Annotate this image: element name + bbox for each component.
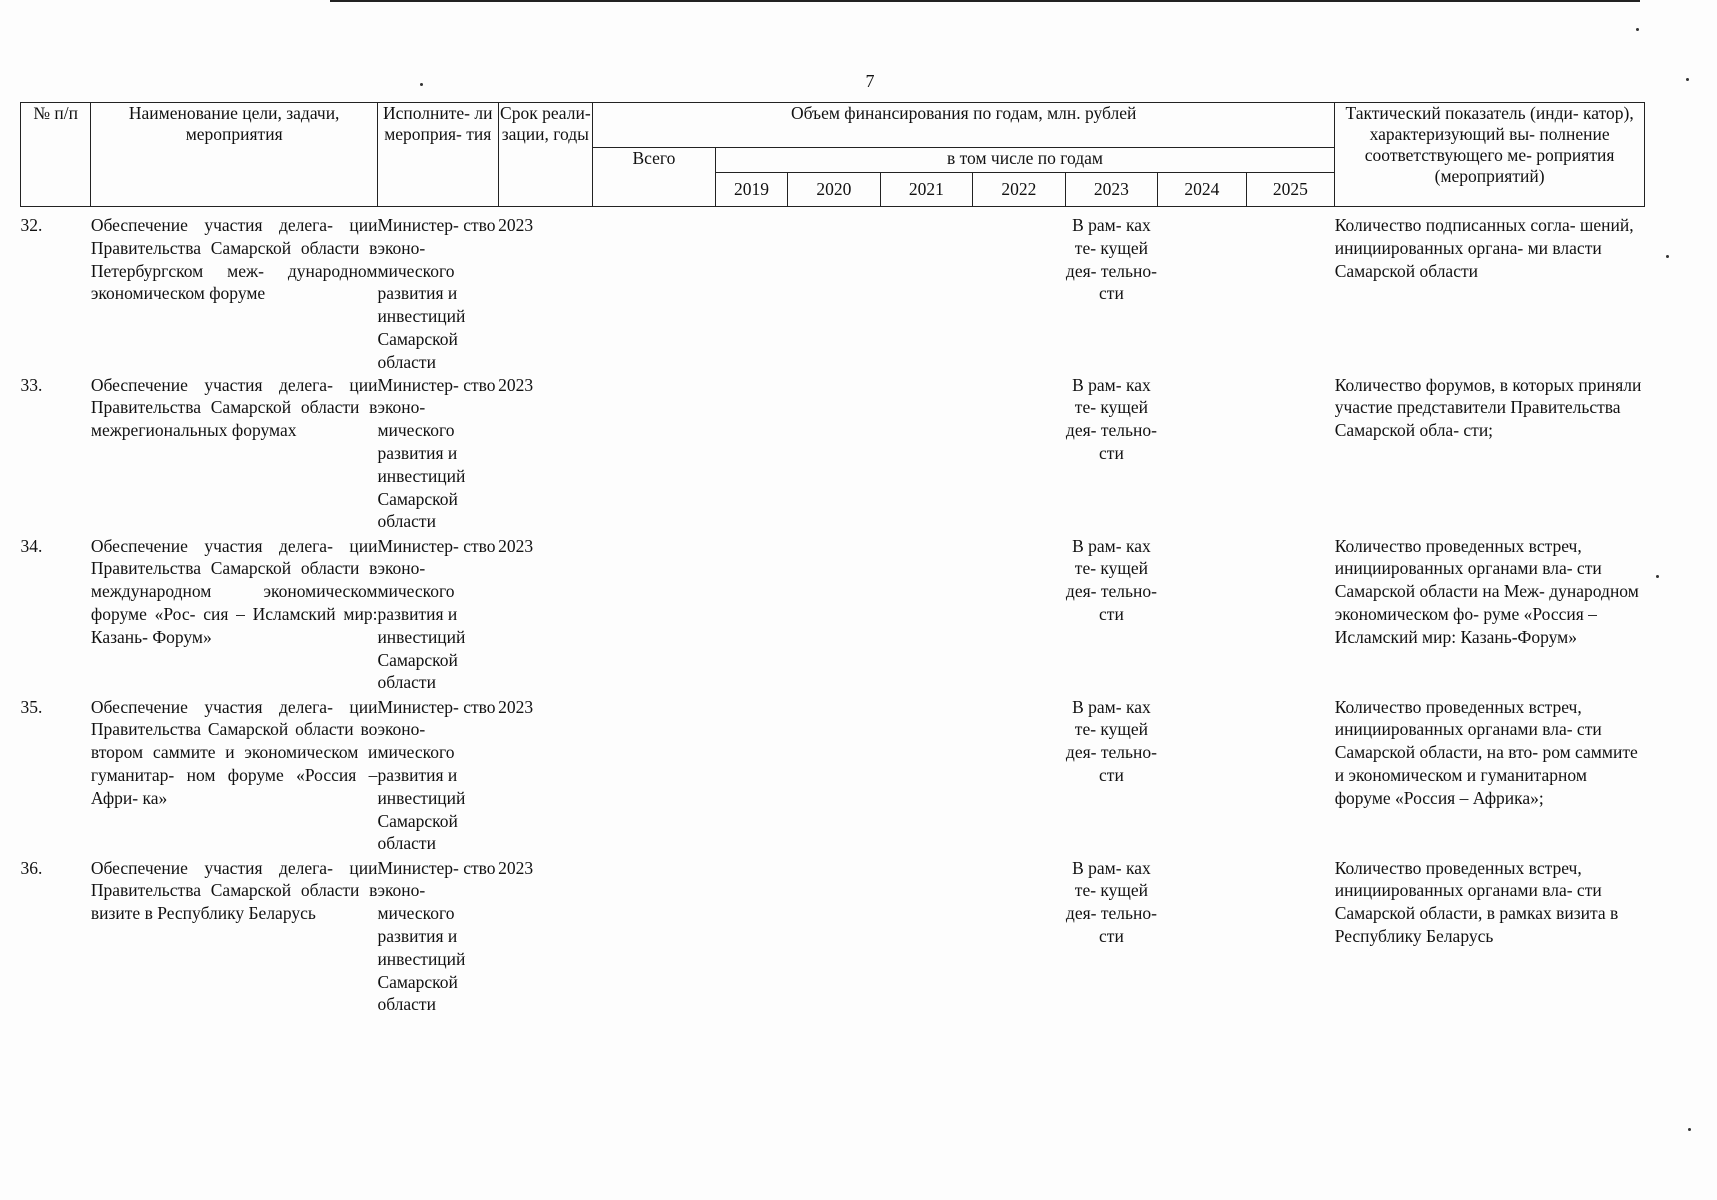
event-name: Обеспечение участия делега- ции Правительства Самарской области во втором саммите и экономическом и гуманитар- ном форуме «Россия – Афри- ка»: [90, 696, 378, 808]
table-row: [21, 374, 1645, 535]
table-row: [21, 535, 1645, 696]
row-number: 34.: [20, 535, 43, 556]
header-year-2020: 2020: [788, 173, 881, 207]
executor: Министер- ство эконо- мического развития и инвестиций Самарской области: [377, 374, 496, 532]
funding-2023: В рам- ках те- кущей дея- тельно- сти: [1065, 857, 1157, 946]
table-row: [21, 696, 1645, 857]
scan-speck: [1636, 28, 1639, 31]
row-number: 33.: [20, 374, 43, 395]
funding-2023: В рам- ках те- кущей дея- тельно- сти: [1065, 535, 1157, 624]
term: 2023: [498, 535, 534, 556]
header-year-2025: 2025: [1246, 173, 1335, 207]
indicator: Количество проведенных встреч, инициированных органами вла- сти Самарской области, в рамках визита в Республику Беларусь: [1334, 857, 1619, 946]
term: 2023: [498, 696, 534, 717]
term: 2023: [498, 215, 534, 235]
funding-2023: В рам- ках те- кущей дея- тельно- сти: [1065, 374, 1157, 463]
scan-border-line: [330, 0, 1640, 2]
header-by-years: в том числе по годам: [715, 148, 1334, 173]
indicator: Количество проведенных встреч, инициированных органами вла- сти Самарской области, на вто- ром саммите и экономическом и гуманитарном форуме «Россия – Африка»;: [1334, 696, 1638, 808]
executor: Министер- ство эконо- мического развития и инвестиций Самарской области: [377, 535, 496, 693]
funding-2023: В рам- ках те- кущей дея- тельно- сти: [1065, 696, 1157, 785]
scan-speck: [420, 83, 423, 86]
table-row: [21, 857, 1645, 1018]
header-year-2022: 2022: [973, 173, 1066, 207]
event-name: Обеспечение участия делега- ции Правительства Самарской области в Петербургском меж- дународном экономическом форуме: [90, 215, 378, 304]
executor: Министер- ство эконо- мического развития и инвестиций Самарской области: [377, 696, 496, 854]
indicator: Количество проведенных встреч, инициированных органами вла- сти Самарской области на Меж- дународном экономическом фо- руме «Россия – Исламский мир: Казань-Форум»: [1334, 535, 1639, 647]
executor: Министер- ство эконо- мического развития и инвестиций Самарской области: [377, 857, 496, 1015]
row-number: 35.: [20, 696, 43, 717]
event-name: Обеспечение участия делега- ции Правительства Самарской области в международном экономическом форуме «Рос- сия – Исламский мир: Казань- Форум»: [90, 535, 378, 647]
scan-speck: [1686, 78, 1689, 81]
header-term: Срок реали- зации, годы: [498, 103, 593, 207]
term: 2023: [498, 857, 534, 878]
executor: Министер- ство эконо- мического развития и инвестиций Самарской области: [377, 215, 496, 372]
indicator: Количество подписанных согла- шений, инициированных органа- ми власти Самарской области: [1334, 215, 1634, 281]
header-executors: Исполните- ли мероприя- тия: [377, 103, 498, 207]
header-indicator: Тактический показатель (инди- катор), характеризующий вы- полнение соответствующего ме- роприятия (мероприятий): [1335, 103, 1645, 207]
header-name: Наименование цели, задачи, мероприятия: [91, 103, 378, 207]
header-total: Всего: [593, 148, 716, 207]
row-number: 36.: [20, 857, 43, 878]
program-table: [20, 102, 1645, 1018]
scan-speck: [1656, 575, 1659, 578]
term: 2023: [498, 374, 534, 395]
event-name: Обеспечение участия делега- ции Правительства Самарской области в визите в Республику Беларусь: [90, 857, 378, 924]
indicator: Количество форумов, в которых приняли участие представители Правительства Самарской обла- сти;: [1334, 374, 1642, 441]
page-number: 7: [865, 71, 875, 91]
row-number: 32.: [20, 215, 43, 235]
table-row: [21, 207, 1645, 374]
header-year-2019: 2019: [715, 173, 787, 207]
header-num: № п/п: [21, 103, 91, 207]
header-year-2023: 2023: [1065, 173, 1158, 207]
scan-speck: [1688, 1128, 1691, 1131]
header-year-2024: 2024: [1158, 173, 1246, 207]
event-name: Обеспечение участия делега- ции Правительства Самарской области в межрегиональных форумах: [90, 374, 378, 441]
header-funding: Объем финансирования по годам, млн. рублей: [593, 103, 1335, 148]
scan-speck: [1666, 255, 1669, 258]
funding-2023: В рам- ках те- кущей дея- тельно- сти: [1065, 215, 1157, 304]
header-year-2021: 2021: [880, 173, 973, 207]
